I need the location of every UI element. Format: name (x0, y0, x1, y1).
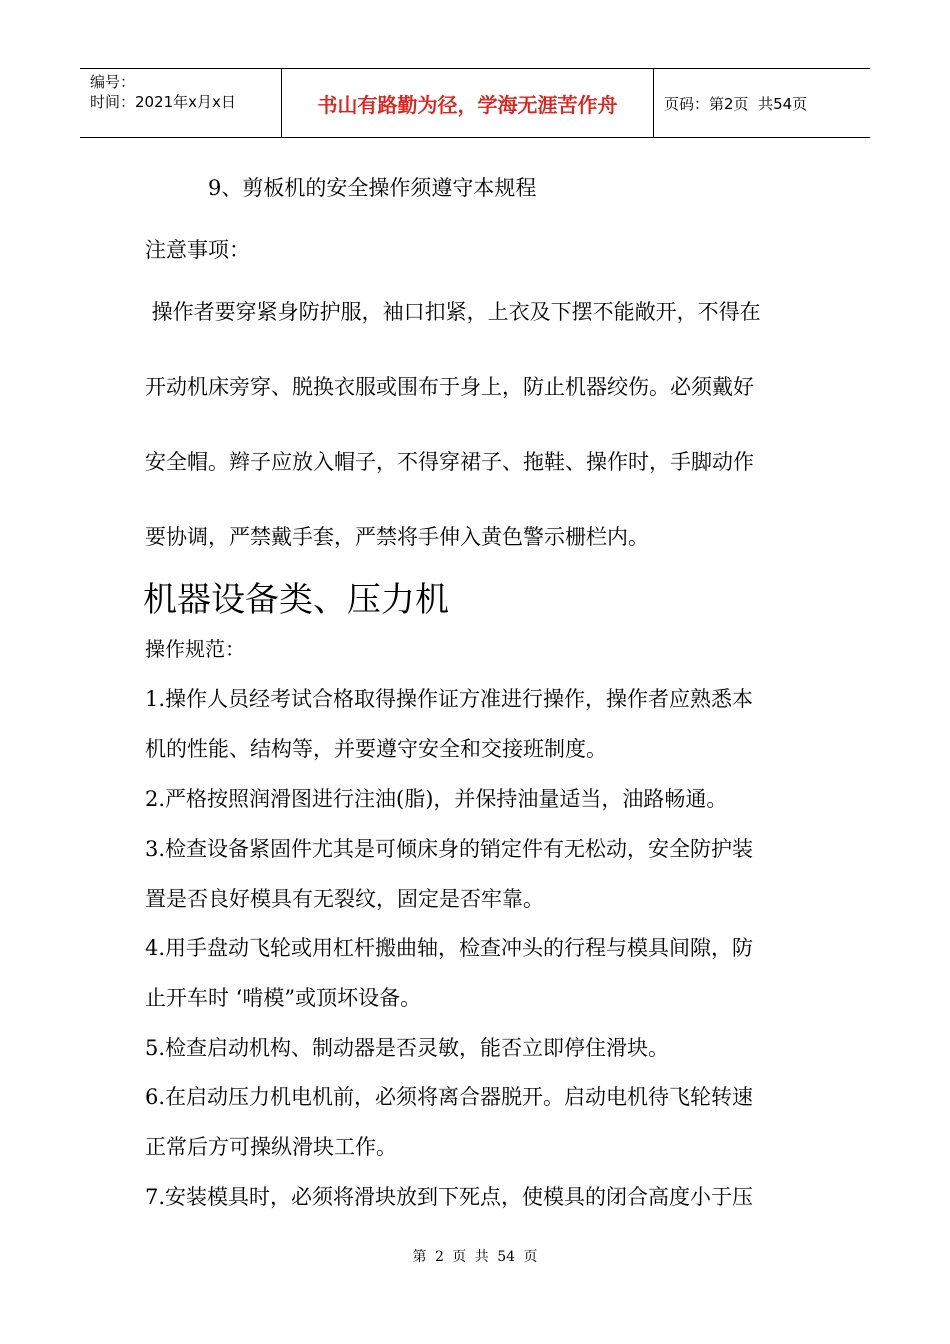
spec-line-5: 置是否良好模具有无裂纹，固定是否牢靠。 (145, 887, 544, 911)
item-9-title: 9、剪板机的安全操作须遵守本规程 (208, 176, 537, 200)
motto: 书山有路勤为径，学海无涯苦作舟 (317, 92, 618, 117)
spec-line-6: 4.用手盘动飞轮或用杠杆搬曲轴，检查冲头的行程与模具间隙，防 (145, 936, 754, 960)
header-table (80, 68, 870, 138)
page-info: 页码：第2页 共54页 (664, 94, 808, 113)
spec-line-8: 5.检查启动机构、制动器是否灵敏，能否立即停住滑块。 (145, 1036, 670, 1060)
time-label: 时间：2021年x月x日 (90, 93, 236, 111)
page-footer: 第 2 页 共 54 页 (412, 1249, 538, 1265)
notes-line-2: 开动机床旁穿、脱换衣服或围布于身上，防止机器绞伤。必须戴好 (145, 375, 754, 399)
notes-line-1: 操作者要穿紧身防护服，袖口扣紧，上衣及下摆不能敞开，不得在 (145, 300, 761, 324)
notes-line-3: 安全帽。辫子应放入帽子，不得穿裙子、拖鞋、操作时，手脚动作 (145, 450, 754, 474)
notes-line-4: 要协调，严禁戴手套，严禁将手伸入黄色警示栅栏内。 (145, 525, 649, 549)
number-label: 编号： (90, 73, 136, 91)
spec-line-2: 机的性能、结构等，并要遵守安全和交接班制度。 (145, 737, 607, 761)
spec-title: 操作规范： (145, 637, 245, 661)
spec-line-11: 7.安装模具时，必须将滑块放到下死点，使模具的闭合高度小于压 (145, 1185, 754, 1209)
spec-line-3: 2.严格按照润滑图进行注油(脂)，并保持油量适当，油路畅通。 (145, 787, 728, 811)
notes-title: 注意事项： (145, 238, 250, 262)
spec-line-7: 止开车时 ‘啃模”或顶坏设备。 (145, 986, 422, 1010)
spec-line-1: 1.操作人员经考试合格取得操作证方准进行操作，操作者应熟悉本 (145, 687, 754, 711)
spec-line-9: 6.在启动压力机电机前，必须将离合器脱开。启动电机待飞轮转速 (145, 1085, 754, 1109)
spec-line-4: 3.检查设备紧固件尤其是可倾床身的销定件有无松动，安全防护装 (145, 837, 754, 861)
header-meta-cell (80, 69, 282, 137)
spec-line-10: 正常后方可操纵滑块工作。 (145, 1135, 397, 1159)
press-heading: 机器设备类、压力机 (143, 580, 449, 620)
header-motto-cell (282, 69, 654, 137)
header-page-cell (654, 69, 870, 137)
